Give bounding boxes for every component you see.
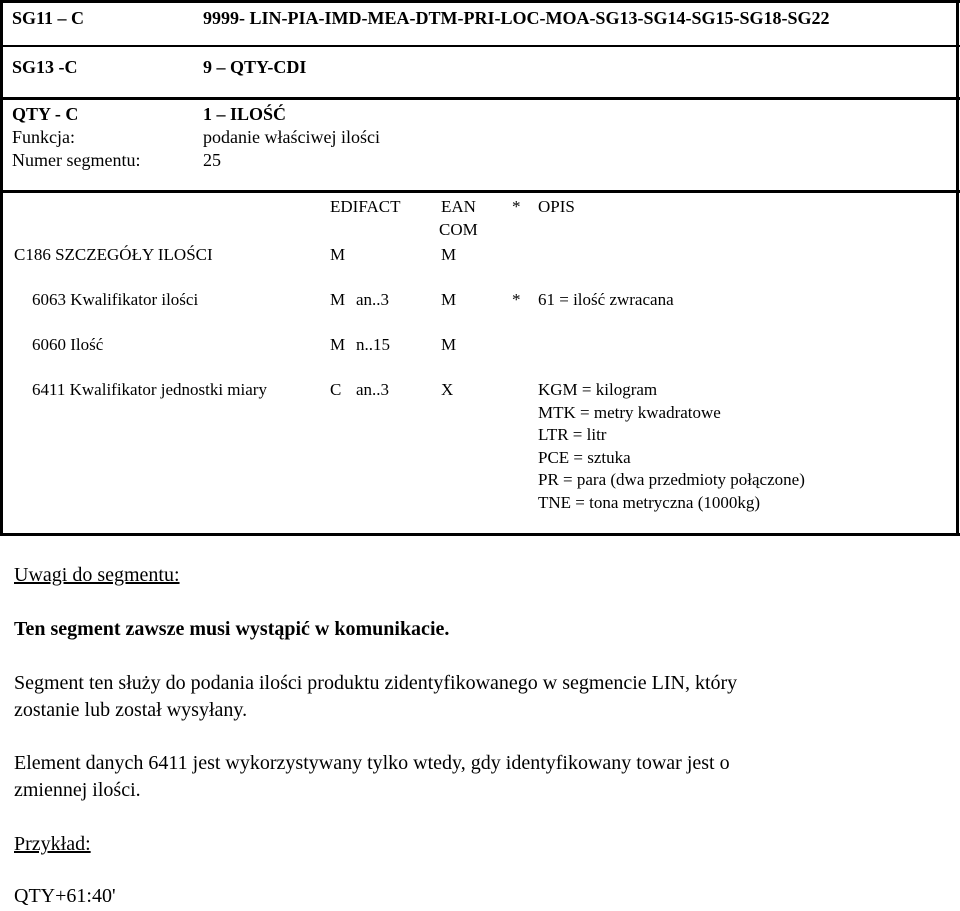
header-divider-3: [0, 190, 960, 193]
usage-line-2: zmiennej ilości.: [14, 779, 141, 801]
element-6060-format: n..15: [356, 335, 390, 354]
table-bottom-border: [0, 533, 960, 536]
sg13-value: 9 – QTY-CDI: [203, 57, 307, 77]
column-header-star: *: [512, 197, 521, 216]
column-header-com: COM: [439, 220, 478, 239]
element-6411-ean: X: [441, 380, 454, 399]
top-border: [0, 0, 960, 3]
element-6060: 6060 Ilość: [32, 335, 104, 354]
element-6411-format: an..3: [356, 380, 390, 399]
example-value: QTY+61:40': [14, 885, 116, 907]
element-6063-status: M: [330, 290, 346, 309]
element-6060-status: M: [330, 335, 346, 354]
composite-ean-status: M: [441, 245, 457, 264]
element-6063-star: *: [512, 290, 521, 309]
element-6063-desc: 61 = ilość zwracana: [538, 290, 674, 309]
segment-number-label: Numer segmentu:: [12, 150, 141, 170]
element-6411-desc: [538, 379, 805, 514]
composite-edifact-status: M: [330, 245, 346, 264]
code-line: LTR = litr: [538, 425, 607, 444]
qty-value: 1 – ILOŚĆ: [203, 104, 287, 124]
description-line-2: zostanie lub został wysyłany.: [14, 699, 248, 721]
code-line: MTK = metry kwadratowe: [538, 402, 721, 422]
composite-label: C186 SZCZEGÓŁY ILOŚCI: [14, 245, 213, 264]
element-6060-ean: M: [441, 335, 457, 354]
sg13-label: SG13 -C: [12, 57, 78, 77]
code-line: TNE = tona metryczna (1000kg): [538, 492, 761, 512]
header-divider-1: [0, 45, 960, 47]
left-border: [0, 0, 3, 536]
code-line: PCE = sztuka: [538, 447, 631, 467]
column-header-opis: OPIS: [538, 197, 575, 216]
segment-number-value: 25: [203, 150, 221, 170]
qty-label: QTY - C: [12, 104, 79, 124]
sg11-value: 9999- LIN-PIA-IMD-MEA-DTM-PRI-LOC-MOA-SG13-SG14-SG15-SG18-SG22: [203, 8, 830, 28]
function-value: podanie właściwej ilości: [203, 127, 380, 147]
element-6411-status: C: [330, 380, 342, 399]
function-label: Funkcja:: [12, 127, 75, 147]
element-6063-format: an..3: [356, 290, 390, 309]
header-divider-2: [0, 97, 960, 100]
sg11-label: SG11 – C: [12, 8, 85, 28]
description-line-1: Segment ten służy do podania ilości produktu zidentyfikowanego w segmencie LIN, który: [14, 672, 738, 694]
notes-heading: Uwagi do segmentu:: [14, 564, 180, 586]
right-border: [956, 0, 959, 536]
mandatory-note: Ten segment zawsze musi wystąpić w komunikacie.: [14, 618, 450, 640]
column-header-ean: EAN: [441, 197, 476, 216]
code-line: PR = para (dwa przedmioty połączone): [538, 470, 805, 489]
element-6063: 6063 Kwalifikator ilości: [32, 290, 199, 309]
usage-line-1: Element danych 6411 jest wykorzystywany tylko wtedy, gdy identyfikowany towar jest o: [14, 752, 730, 774]
element-6063-ean: M: [441, 290, 457, 309]
example-heading: Przykład:: [14, 833, 91, 855]
column-header-edifact: EDIFACT: [330, 197, 401, 216]
code-line: KGM = kilogram: [538, 380, 658, 399]
element-6411: 6411 Kwalifikator jednostki miary: [32, 380, 267, 399]
